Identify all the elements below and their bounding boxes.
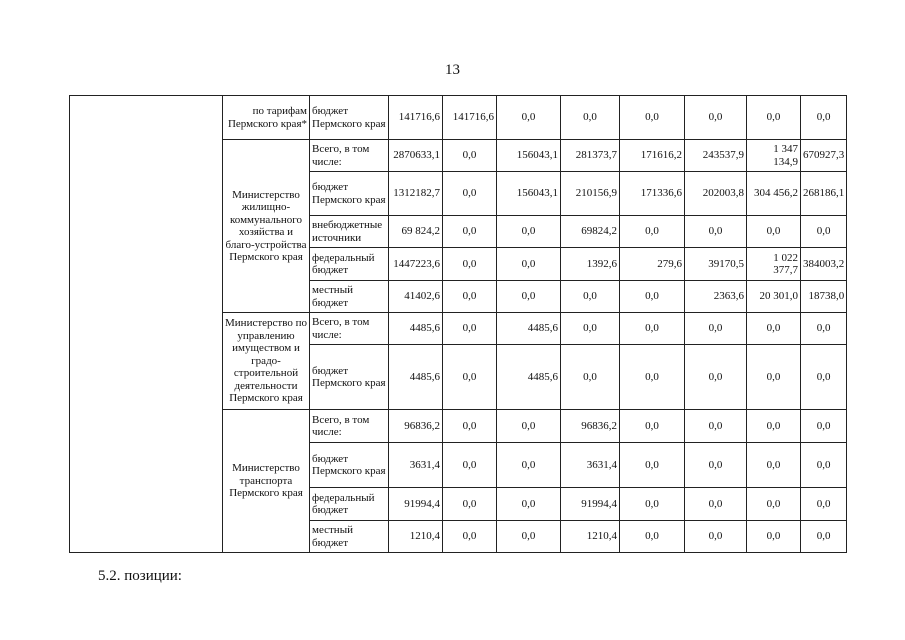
value-cell: 0,0 (685, 216, 747, 248)
value-cell: 156043,1 (497, 172, 561, 216)
value-cell: 0,0 (801, 521, 847, 553)
value-cell: 96836,2 (389, 410, 443, 443)
value-cell: 202003,8 (685, 172, 747, 216)
value-cell: 0,0 (685, 443, 747, 488)
value-cell: 0,0 (620, 281, 685, 313)
value-cell: 3631,4 (389, 443, 443, 488)
source-cell: Всего, в том числе: (310, 313, 389, 345)
value-cell: 0,0 (561, 313, 620, 345)
table-row (70, 96, 847, 140)
value-cell: 96836,2 (561, 410, 620, 443)
value-cell: 0,0 (801, 410, 847, 443)
value-cell: 0,0 (801, 443, 847, 488)
source-cell: внебюджетные источники (310, 216, 389, 248)
value-cell: 2870633,1 (389, 140, 443, 172)
org-cell: Министерство жилищно-коммунального хозяйства и благо-устройства Пермского края (223, 140, 310, 313)
value-cell: 91994,4 (561, 488, 620, 521)
value-cell: 0,0 (747, 96, 801, 140)
value-cell: 0,0 (801, 216, 847, 248)
value-cell: 0,0 (443, 443, 497, 488)
value-cell: 0,0 (747, 345, 801, 410)
value-cell: 91994,4 (389, 488, 443, 521)
org-cell: по тарифам Пермского края* (223, 96, 310, 140)
value-cell: 41402,6 (389, 281, 443, 313)
source-cell: бюджет Пермского края (310, 345, 389, 410)
value-cell: 0,0 (747, 216, 801, 248)
value-cell: 171616,2 (620, 140, 685, 172)
source-cell: местный бюджет (310, 281, 389, 313)
value-cell: 69 824,2 (389, 216, 443, 248)
value-cell: 0,0 (801, 313, 847, 345)
value-cell: 0,0 (497, 521, 561, 553)
value-cell: 141716,6 (443, 96, 497, 140)
value-cell: 0,0 (685, 488, 747, 521)
value-cell: 1 347 134,9 (747, 140, 801, 172)
value-cell: 39170,5 (685, 248, 747, 281)
value-cell: 0,0 (443, 172, 497, 216)
page-number: 13 (445, 62, 460, 78)
value-cell: 3631,4 (561, 443, 620, 488)
value-cell: 0,0 (620, 410, 685, 443)
value-cell: 1312182,7 (389, 172, 443, 216)
value-cell: 0,0 (497, 248, 561, 281)
value-cell: 0,0 (443, 248, 497, 281)
value-cell: 384003,2 (801, 248, 847, 281)
source-cell: местный бюджет (310, 521, 389, 553)
value-cell: 0,0 (747, 488, 801, 521)
value-cell: 0,0 (497, 281, 561, 313)
value-cell: 0,0 (443, 521, 497, 553)
value-cell: 0,0 (443, 313, 497, 345)
value-cell: 0,0 (685, 313, 747, 345)
value-cell: 0,0 (747, 521, 801, 553)
value-cell: 1392,6 (561, 248, 620, 281)
value-cell: 0,0 (620, 521, 685, 553)
value-cell: 4485,6 (497, 345, 561, 410)
value-cell: 69824,2 (561, 216, 620, 248)
value-cell: 0,0 (747, 313, 801, 345)
value-cell: 0,0 (620, 345, 685, 410)
value-cell: 0,0 (443, 140, 497, 172)
value-cell: 4485,6 (389, 345, 443, 410)
left-empty-column (70, 96, 223, 553)
value-cell: 0,0 (801, 96, 847, 140)
value-cell: 279,6 (620, 248, 685, 281)
value-cell: 0,0 (801, 345, 847, 410)
value-cell: 0,0 (443, 345, 497, 410)
value-cell: 268186,1 (801, 172, 847, 216)
value-cell: 0,0 (747, 410, 801, 443)
value-cell: 0,0 (443, 281, 497, 313)
value-cell: 0,0 (497, 96, 561, 140)
value-cell: 1447223,6 (389, 248, 443, 281)
value-cell: 4485,6 (497, 313, 561, 345)
value-cell: 2363,6 (685, 281, 747, 313)
value-cell: 0,0 (443, 216, 497, 248)
source-cell: бюджет Пермского края (310, 443, 389, 488)
budget-table (69, 95, 847, 553)
source-cell: Всего, в том числе: (310, 140, 389, 172)
value-cell: 670927,3 (801, 140, 847, 172)
value-cell: 1210,4 (389, 521, 443, 553)
value-cell: 0,0 (685, 410, 747, 443)
value-cell: 0,0 (443, 488, 497, 521)
section-title: 5.2. позиции: (98, 568, 182, 584)
value-cell: 0,0 (620, 216, 685, 248)
value-cell: 171336,6 (620, 172, 685, 216)
value-cell: 20 301,0 (747, 281, 801, 313)
value-cell: 304 456,2 (747, 172, 801, 216)
source-cell: федеральный бюджет (310, 248, 389, 281)
value-cell: 0,0 (497, 410, 561, 443)
value-cell: 156043,1 (497, 140, 561, 172)
value-cell: 18738,0 (801, 281, 847, 313)
value-cell: 0,0 (620, 313, 685, 345)
value-cell: 1210,4 (561, 521, 620, 553)
value-cell: 0,0 (497, 488, 561, 521)
value-cell: 0,0 (620, 96, 685, 140)
source-cell: федеральный бюджет (310, 488, 389, 521)
source-cell: бюджет Пермского края (310, 96, 389, 140)
value-cell: 0,0 (497, 443, 561, 488)
value-cell: 0,0 (685, 521, 747, 553)
value-cell: 0,0 (685, 345, 747, 410)
value-cell: 210156,9 (561, 172, 620, 216)
source-cell: бюджет Пермского края (310, 172, 389, 216)
org-cell: Министерство по управлению имуществом и градо-строительной деятельности Пермского края (223, 313, 310, 410)
value-cell: 0,0 (801, 488, 847, 521)
value-cell: 243537,9 (685, 140, 747, 172)
value-cell: 0,0 (620, 488, 685, 521)
value-cell: 141716,6 (389, 96, 443, 140)
value-cell: 0,0 (620, 443, 685, 488)
value-cell: 0,0 (561, 96, 620, 140)
value-cell: 1 022 377,7 (747, 248, 801, 281)
org-cell: Министерство транспорта Пермского края (223, 410, 310, 553)
value-cell: 4485,6 (389, 313, 443, 345)
value-cell: 0,0 (685, 96, 747, 140)
source-cell: Всего, в том числе: (310, 410, 389, 443)
value-cell: 0,0 (443, 410, 497, 443)
value-cell: 0,0 (497, 216, 561, 248)
value-cell: 281373,7 (561, 140, 620, 172)
value-cell: 0,0 (747, 443, 801, 488)
value-cell: 0,0 (561, 345, 620, 410)
value-cell: 0,0 (561, 281, 620, 313)
